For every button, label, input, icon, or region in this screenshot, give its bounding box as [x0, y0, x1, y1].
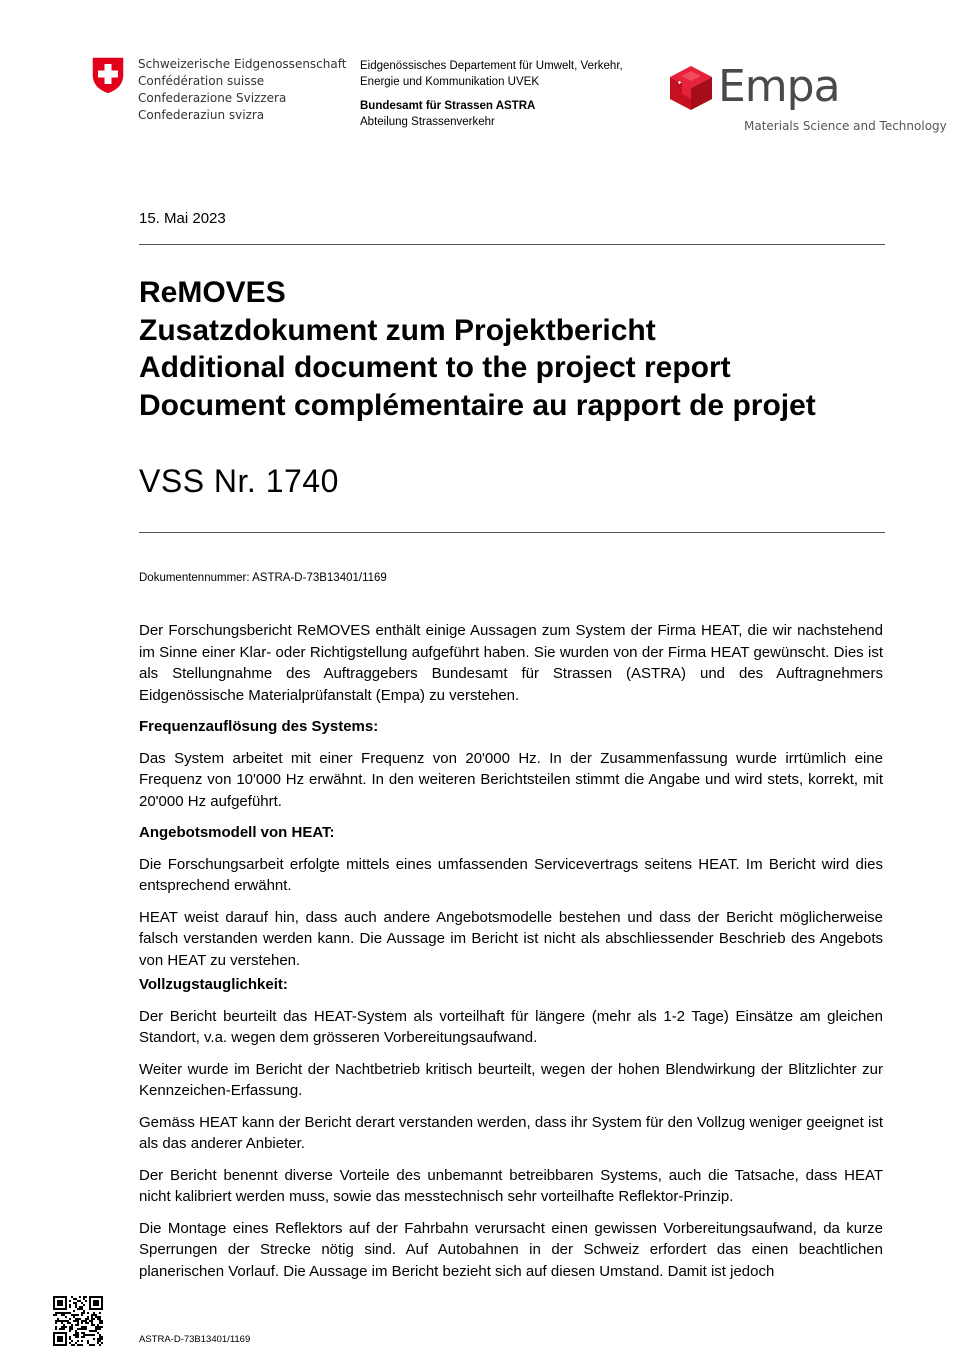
office-name: Bundesamt für Strassen ASTRA [360, 100, 536, 112]
intro-paragraph: Der Forschungsbericht ReMOVES enthält einige Aussagen zum System der Firma HEAT, die wir nachstehend im Sinne einer Klar- oder Richtigstellung aufgeführt haben. Sie wurden von der Firma HEAT gewünscht. Dies ist als Stellungnahme des Auftraggebers Bundesamt für Strassen (ASTRA) und des Auftragnehmers Eidgenössische Materialprüfanstalt (Empa) zu verstehen. [139, 622, 883, 704]
enforcement-paragraph-1: Der Bericht beurteilt das HEAT-System als vorteilhaft für längere (mehr als 1-2 Tage) Einsätze am gleichen Standort, v.a. wegen dem grösseren Vorbereitungsaufwand. [139, 1007, 883, 1046]
heading-frequency: Frequenzauflösung des Systems: [139, 718, 379, 735]
department-line-2: Energie und Kommunikation UVEK [360, 76, 539, 88]
division-name: Abteilung Strassenverkehr [360, 116, 495, 128]
enforcement-paragraph-5: Die Montage eines Reflektors auf der Fahrbahn verursacht einen gewissen Vorbereitungsaufwand, da kurze Sperrungen der Strecke nötig sind. Auf Autobahnen in der Schweiz erfordert das einen beachtlichen planerischen Vorlauf. Die Aussage im Bericht bezieht sich auf diesen Umstand. Damit ist jedoch [139, 1219, 883, 1280]
confederation-name-it: Confederazione Svizzera [138, 91, 287, 105]
confederation-names [138, 56, 346, 124]
swiss-coat-of-arms-icon [90, 55, 126, 95]
confederation-name-de: Schweizerische Eidgenossenschaft [138, 57, 347, 71]
heading-enforcement: Vollzugstauglichkeit: [139, 976, 288, 993]
title-block [139, 274, 816, 424]
title-en: Additional document to the project report [139, 351, 731, 384]
empa-wordmark: Empa [718, 61, 840, 112]
confederation-name-rm: Confederaziun svizra [138, 108, 265, 122]
document-date: 15. Mai 2023 [139, 210, 226, 227]
divider-top [139, 244, 885, 245]
confederation-name-fr: Confédération suisse [138, 74, 265, 88]
title-de: Zusatzdokument zum Projektbericht [139, 313, 656, 347]
title-project: ReMOVES [139, 276, 286, 309]
enforcement-paragraph-2: Weiter wurde im Bericht der Nachtbetrieb kritisch beurteilt, wegen der hohen Blendwirkung der Blitzlichter zur Kennzeichen-Erfassung. [139, 1060, 883, 1099]
document-number: Dokumentennummer: ASTRA-D-73B13401/1169 [139, 572, 387, 584]
enforcement-paragraph-4: Der Bericht benennt diverse Vorteile des unbemannt betreibbaren Systems, auch die Tatsache, dass HEAT nicht kalibriert werden muss, sowie das messtechnisch sehr vorteilhafte Reflektor-Prinzip. [139, 1166, 883, 1205]
enforcement-paragraph-3: Gemäss HEAT kann der Bericht derart verstanden werden, dass ihr System für den Vollzug weniger geeignet ist als das anderer Anbieter. [139, 1113, 883, 1152]
empa-tagline: Materials Science and Technology [744, 119, 947, 133]
offer-paragraph-2: HEAT weist darauf hin, dass auch andere Angebotsmodelle bestehen und dass der Bericht möglicherweise falsch verstanden werden kann. Die Aussage im Bericht ist nicht als abschliessender Beschrieb des Angebots von HEAT zu verstehen. [139, 908, 883, 969]
footer-document-id: ASTRA-D-73B13401/1169 [139, 1334, 251, 1345]
offer-paragraph-1: Die Forschungsarbeit erfolgte mittels eines umfassenden Servicevertrags seitens HEAT. Im Bericht wird dies entsprechend erwähnt. [139, 855, 883, 894]
department-line-1: Eidgenössisches Departement für Umwelt, Verkehr, [360, 60, 623, 72]
title-fr: Document complémentaire au rapport de projet [139, 388, 816, 422]
vss-number: VSS Nr. 1740 [139, 463, 339, 499]
divider-bottom [139, 532, 885, 533]
empa-cube-icon [668, 64, 714, 112]
body-content [139, 620, 883, 1292]
heading-offer-model: Angebotsmodell von HEAT: [139, 824, 335, 841]
frequency-paragraph: Das System arbeitet mit einer Frequenz von 20'000 Hz. In der Zusammenfassung wurde irrtümlich eine Frequenz von 10'000 Hz erwähnt. In den weiteren Berichtsteilen stimmt die Angabe und wird stets, korrekt, mit 20'000 Hz aufgeführt. [139, 749, 883, 810]
department-block [360, 58, 623, 130]
qr-code-icon [53, 1296, 103, 1346]
